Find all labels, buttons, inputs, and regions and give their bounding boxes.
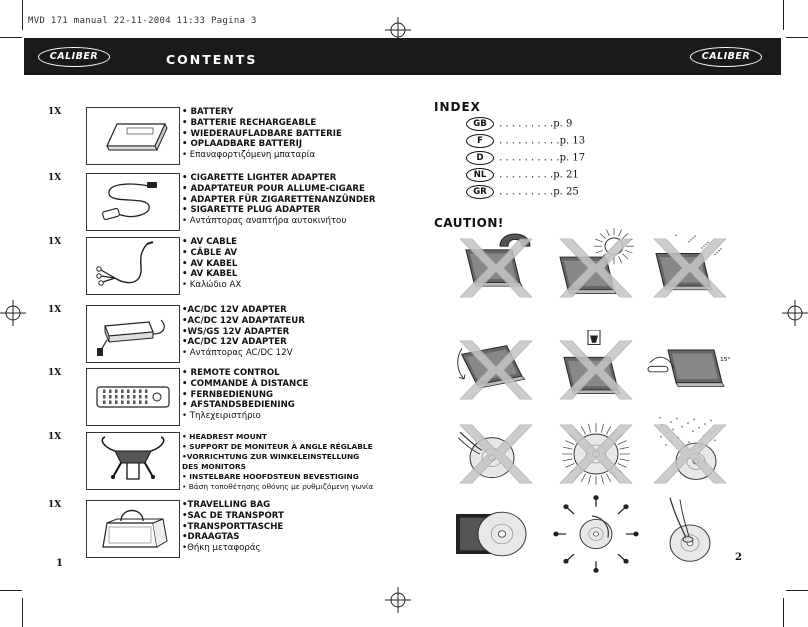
cigarette-adapter-icon [86,173,180,231]
headrest-mount-icon [86,432,180,490]
language-badge: GR [466,185,494,199]
item-line: • WIEDERAUFLADBARE BATTERIE [182,128,342,139]
item-line: •VORRICHTUNG ZUR WINKELEINSTELLUNG [182,452,360,461]
svg-text:15°: 15° [720,357,731,363]
item-line: • ADAPTER FÜR ZIGARETTENANZÜNDER [182,194,376,205]
crop-mark [22,0,23,30]
index-leader-dots: . . . . . . . . . [496,169,554,181]
index-leader-dots: . . . . . . . . . [496,186,554,198]
index-page-ref: p. 21 [553,169,579,181]
item-line: • Αντάπτορας αναπτήρα αυτοκινήτου [182,216,347,227]
item-description [182,305,305,359]
item-line: •WS/GS 12V ADAPTER [182,326,290,337]
index-entry-f [466,134,585,148]
travelling-bag-icon [86,500,180,558]
disc-wipe-icon [646,494,734,574]
page-number-left: 1 [56,558,63,569]
disc-heat-warning-icon [552,414,640,494]
disc-case-icon [452,494,540,574]
item-line: • AV CABLE [182,237,238,247]
index-leader-dots: . . . . . . . . . . [496,152,560,164]
item-description [182,368,308,422]
index-entry-d [466,151,585,165]
item-description [182,432,373,492]
item-line: •DRAAGTAS [182,532,240,543]
dust-warning-icon [646,228,734,308]
registration-mark-icon [0,300,26,326]
item-line: • BATTERIE RECHARGEABLE [182,117,317,128]
page-title: CONTENTS [166,52,258,67]
item-quantity: 1X [48,107,62,117]
index-entry-nl [466,168,579,182]
item-line: •Θήκη μεταφοράς [182,543,261,554]
item-line: • OPLAADBARE BATTERIJ [182,139,303,150]
sunlight-warning-icon [552,228,640,308]
crop-mark [783,0,784,30]
tilt-warning-icon [452,330,540,410]
item-quantity: 1X [48,305,62,315]
item-line: • INSTELBARE HOOFDSTEUN BEVESTIGING [182,472,359,481]
caliber-logo: CALIBER [38,47,110,67]
item-quantity: 1X [48,173,62,183]
item-line: • ADAPTATEUR POUR ALLUME-CIGARE [182,183,365,194]
item-line: •SAC DE TRANSPORT [182,510,284,521]
item-description [182,500,284,554]
remote-control-icon [86,368,180,426]
crop-mark [786,590,808,591]
language-badge: GB [466,117,494,131]
index-title: INDEX [434,100,481,114]
item-line: •TRAVELLING BAG [182,500,271,510]
item-line: • CÂBLE AV [182,247,238,258]
item-line: • AV KABEL [182,258,238,269]
item-quantity: 1X [48,500,62,510]
item-quantity: 1X [48,368,62,378]
item-line: • SIGARETTE PLUG ADAPTER [182,205,321,216]
temperature-warning-icon [646,330,734,410]
disc-cleaning-icon [552,494,640,574]
item-line: • Αντάπτορας AC/DC 12V [182,348,293,359]
language-badge: D [466,151,494,165]
item-line: •AC/DC 12V ADAPTATEUR [182,315,305,326]
item-line: • SUPPORT DE MONITEUR À ANGLE RÉGLABLE [182,442,373,451]
crop-mark [22,598,23,627]
caliber-logo: CALIBER [690,47,762,67]
item-line: • REMOTE CONTROL [182,368,280,378]
item-quantity: 1X [48,432,62,442]
item-line: • Βάση τοποθέτησης οθόνης με ρυθμιζόμενη γωνία [182,482,374,491]
registration-mark-icon [782,300,808,326]
print-header: MVD 171 manual 22-11-2004 11:33 Pagina 3 [28,16,257,26]
magnet-warning-icon [452,228,540,308]
item-line: • BATTERY [182,107,234,117]
item-description [182,237,241,291]
item-line: •AC/DC 12V ADAPTER [182,337,287,348]
ac-dc-adapter-icon [86,305,180,363]
index-entry-gr [466,185,579,199]
header-banner [24,38,781,75]
index-entry-gb [466,117,572,131]
item-line: •TRANSPORTTASCHE [182,521,284,532]
item-line: • Καλώδιο AX [182,280,242,291]
item-line: • COMMANDE À DISTANCE [182,378,309,389]
language-badge: F [466,134,494,148]
index-leader-dots: . . . . . . . . . [496,118,554,130]
index-leader-dots: . . . . . . . . . . [496,135,560,147]
item-line: DES MONITORS [182,462,246,471]
index-page-ref: p. 9 [553,118,573,130]
item-description [182,173,376,227]
item-line: •AC/DC 12V ADAPTER [182,305,287,315]
language-badge: NL [466,168,494,182]
crop-mark [0,590,22,591]
item-description [182,107,342,161]
index-page-ref: p. 25 [553,186,579,198]
battery-icon [86,107,180,165]
index-page-ref: p. 13 [559,135,586,147]
weight-warning-icon [552,330,640,410]
registration-mark-icon [385,587,411,613]
item-line: • AFSTANDSBEDIENING [182,400,295,411]
disc-handling-warning-icon [452,414,540,494]
item-line: • Τηλεχειριστήριο [182,411,261,422]
item-line: • AV KABEL [182,269,238,280]
crop-mark [783,598,784,627]
page-number-right: 2 [735,552,742,563]
item-line: • CIGARETTE LIGHTER ADAPTER [182,173,337,183]
index-page-ref: p. 17 [559,152,586,164]
crop-mark [0,37,22,38]
caution-title: CAUTION! [434,216,504,230]
av-cable-icon [86,237,180,295]
disc-scratch-warning-icon [646,414,734,494]
item-line: • HEADREST MOUNT [182,432,267,441]
item-line: • FERNBEDIENUNG [182,389,274,400]
item-line: • Επαναφορτιζόμενη μπαταρία [182,150,316,161]
crop-mark [786,37,808,38]
item-quantity: 1X [48,237,62,247]
